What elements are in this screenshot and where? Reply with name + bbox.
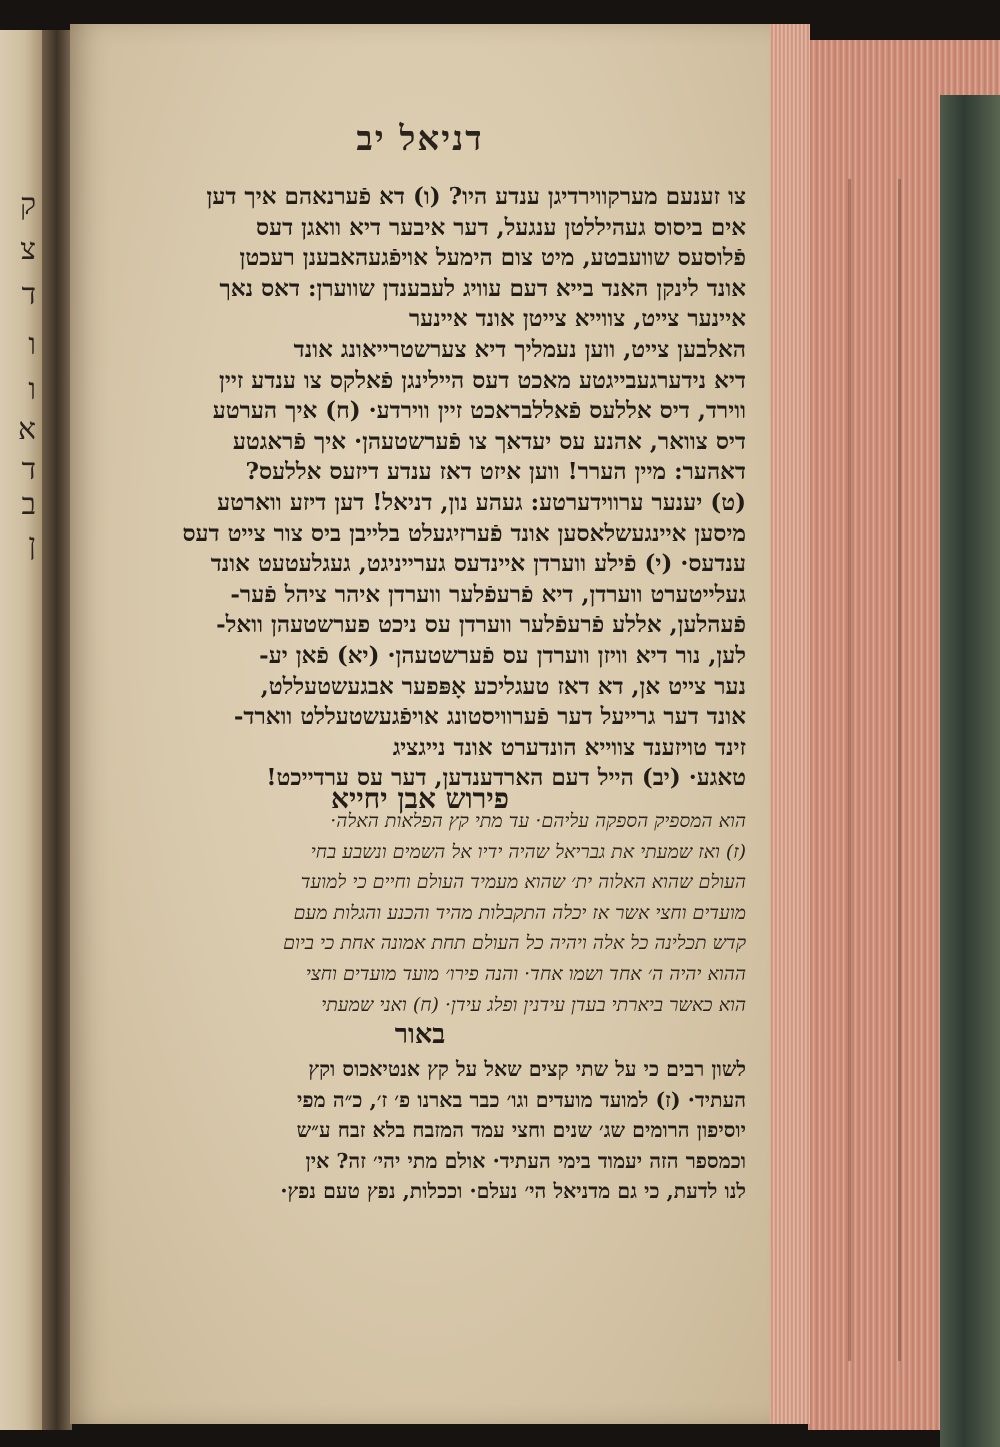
commentary-title: פירוש אבן יחייא	[331, 782, 509, 815]
left-facing-page	[0, 30, 42, 1430]
text-line: געלייטערט ווערדן, דיא פֿרעפֿלער ווערדן איהר ציהל פֿער-	[230, 580, 746, 608]
text-line: דיס צוואר, אהנע עס יעדאך צו פֿערשטעהן· איך פֿראגטע	[232, 427, 746, 455]
biur-line: לשון רבים כי על שתי קצים שאל על קץ אנטיאכוס וקץ	[308, 1057, 746, 1081]
text-line: פֿעהלען, אללע פֿרעפֿלער ווערדן עס ניכט פערשטעהן וואל-	[216, 611, 746, 639]
commentary-line: מועדים וחצי אשר אז יכלה התקבלות מהיד והכנע והגלות מעם	[293, 901, 746, 924]
text-line: דאהער: מיין הערר! ווען איזט דאז ענדע דיזעס אללעס?	[245, 458, 746, 486]
left-page-glyph: ק	[19, 187, 36, 222]
text-line: אונד לינקן האנד בייא דעם עוויג לעבענדן שווערן: דאס נאך	[219, 274, 746, 302]
commentary-text-block	[106, 802, 746, 1020]
biur-line: לנו לדעת, כי גם מדניאל הי׳ נעלם· וככלות, נפץ טעם נפץ·	[280, 1179, 746, 1203]
text-line: אונד דער גרייעל דער פֿערוויסטונג אויפֿגעשטעללט ווארד-	[233, 703, 746, 731]
text-line: צו זענעם מערקווירדיגן ענדע היו? (ו) דא פֿערנאהם איך דען	[206, 183, 746, 210]
text-line: פֿלוסעס שוועבטע, מיט צום הימעל אויפֿגעהאבענן רעכטן	[239, 244, 746, 272]
text-line: (ט) יענער ערווידערטע: געהע נון, דניאל! דען דיזע ווארטע	[217, 488, 746, 516]
biur-line: וכמספר הזה יעמוד בימי העתיד· אולם מתי יהי׳ זה? אין	[305, 1148, 746, 1173]
text-line: איינער צייט, צווייא צייטן אונד איינער	[408, 305, 746, 333]
left-page-glyph: א	[17, 412, 36, 447]
text-line: האלבען צייט, ווען נעמליך דיא צערשטרייאונג אונד	[293, 335, 746, 363]
text-line: ווירד, דיס אללעס פֿאללבראכט זיין ווירדע· (ח) איך הערטע	[212, 397, 746, 425]
commentary-line: הוא המספיק הספקה עליהם· עד מתי קץ הפלאות האלה·	[330, 810, 746, 832]
biur-line: העתיד· (ז) למועד מועדים וגו׳ כבר בארנו פ׳ ז׳, כ״ה מפי	[297, 1087, 746, 1112]
commentary-line: קדש תכלינה כל אלה ויהיה כל העולם תחת אמונה אחת כי ביום	[283, 932, 746, 955]
left-page-glyph: ב	[21, 487, 36, 522]
biur-line: יוסיפון הרומים שג׳ שנים וחצי עמד המזבח בלא זבח ע״ש	[296, 1118, 746, 1142]
commentary-line: העולם שהוא האלוה ית׳ שהוא מעמיד העולם וחיים כי למועד	[300, 871, 746, 894]
commentary-line: ההוא יהיה ה׳ אחד ושמו אחד· והנה פירו׳ מועד מועדים וחצי	[305, 962, 746, 985]
commentary-line: (ז) ואז שמעתי את גבריאל שהיה ידיו אל השמים ונשבע בחי	[310, 840, 746, 863]
left-page-glyph: צ	[20, 232, 36, 267]
text-line: אים ביסוס געהיללטן ענגעל, דער איבער דיא וואגן דעס	[256, 213, 746, 241]
biur-text-block	[106, 1054, 746, 1207]
book-cover-edge	[808, 40, 1000, 1430]
text-line: ענדעס· (י) פֿילע ווערדן איינדעס גערייניגט, געגלעטעט אונד	[210, 550, 746, 578]
text-line: זינד טויזענד צווייא הונדערט אונד נייגציג	[392, 733, 746, 761]
text-line: טאגע· (יב) הייל דעם הארדענדען, דער עס ערדייכט!	[266, 764, 746, 792]
book-spine	[940, 95, 1000, 1447]
page-edges	[770, 24, 810, 1424]
left-page-glyph: ו	[28, 372, 36, 407]
text-line: דיא נידערגעבייגטע מאכט דעס היילינגן פֿאלקס צו ענדע זיין	[218, 366, 746, 394]
book-page	[70, 24, 770, 1424]
left-page-glyph: ד	[21, 452, 36, 487]
biur-title: באור	[394, 1019, 446, 1050]
text-line: לען, נור דיא וויזן ווערדן עס פֿערשטעהן· (יא) פֿאן יע-	[259, 641, 746, 669]
book-gutter	[42, 30, 72, 1430]
text-line: נער צייט אן, דא דאז טעגליכע אָפּפער אבגעשטעללט,	[260, 672, 746, 700]
running-header: דניאל יב	[356, 119, 484, 159]
left-page-glyph: ן	[28, 527, 36, 562]
left-page-glyph: ד	[21, 277, 36, 312]
commentary-line: הוא כאשר ביארתי בעדן עידנין ופלג עידן· (ח) ואני שמעתי	[321, 993, 746, 1016]
text-line: מיסען איינגעשלאסען אונד פֿערזיגעלט בלייבן ביס צור צייט דעס	[182, 519, 746, 547]
main-text-block	[106, 182, 746, 794]
left-page-glyph: ו	[28, 327, 36, 362]
